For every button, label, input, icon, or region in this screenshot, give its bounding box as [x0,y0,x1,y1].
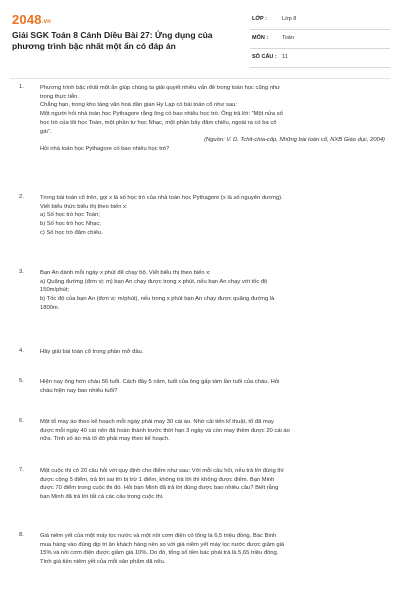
meta-value: Toán [282,35,294,41]
document-title: Giải SGK Toán 8 Cánh Diều Bài 27: Ứng dụng của phương trình bậc nhất một ẩn có đáp án [12,30,213,51]
question-line: cháu hiện nay bao nhiêu tuổi? [40,387,118,394]
question-line: Viết biểu thức biểu thị theo biến x: [40,203,128,210]
question-body [40,532,385,567]
question-body [40,194,385,238]
meta-value: Lớp 8 [282,16,297,22]
question-line: Chẳng hạn, trong kho tàng văn hoá dân gian Hy Lạp có bài toán cổ như sau: [40,102,237,109]
question-line: được cộng 5 điểm, trả lời sai thì bị trừ 1 điểm, không trả lời thì không được điểm. Bạn Minh [40,476,275,483]
logo-text: 2048 [12,12,42,27]
question-number: 4. [19,348,24,354]
logo-tld: .vn [41,19,52,25]
question-line: b) Tốc độ của bạn An (đơn vị: m/phút), nếu trong x phút bạn An chạy được quãng đường là [40,296,275,303]
question-number: 6. [19,418,24,424]
meta-row-grade [250,14,390,33]
question-line: Tính giá tiền niêm yết của mỗi sản phẩm đã nêu. [40,559,166,566]
question-line: Một cuộc thi có 20 câu hỏi với quy định cho điểm như sau: Với mỗi câu hỏi, nếu trả lời đúng thì [40,468,284,474]
meta-underline [250,48,390,49]
question-line: 15% và nồi cơm điện được giảm giá 10%. Do đó, tổng số tiền bác phải trả là 5,65 triệu đồng. [40,550,279,557]
question-line: Trong bài toán cổ trên, gọi x là số học trò của nhà toán học Pythagore (x là số nguyên dương). [40,195,283,201]
meta-value: 11 [282,54,288,60]
question-body [40,269,385,313]
question-line: Giá niêm yết của một máy lọc nước và một nồi cơm điện có tổng là 6,5 triệu đồng. Bác Bình [40,533,277,539]
question-line: mua hàng vào đúng dịp tri ân khách hàng nên so với giá niêm yết máy lọc nước được giảm giá [40,541,285,548]
question-body [40,418,385,444]
question-body [40,378,385,395]
question-line: Một người hỏi nhà toán học Pythagore rằng ông có bao nhiêu học trò. Ông trả lời: “Một nửa số [40,111,283,118]
question-line: bạn Minh đã trả lời tất cả các câu trong cuộc thi. [40,494,164,501]
meta-key: LỚP : [252,16,267,22]
document-header [0,0,400,80]
question-line: gái”. [40,128,52,135]
header-divider [10,78,390,79]
question-line: Phương trình bậc nhất một ẩn giúp chúng ta giải quyết nhiều vấn đề trong toán học cũng như [40,85,281,91]
question-number: 3. [19,269,24,275]
question-body [40,84,385,154]
meta-underline [250,67,390,68]
question-line: trong thực tiễn. [40,93,80,100]
question-line: a) Số học trò học Toán; [40,212,100,219]
question-line: Bạn An dành mỗi ngày x phút để chạy bộ. Viết biểu thị theo biến x: [40,270,211,276]
meta-key: SỐ CÂU : [252,54,277,60]
site-logo[interactable] [12,12,51,27]
question-line: 1800m. [40,304,60,311]
question-line: 150m/phút; [40,287,70,294]
question-line: Hãy giải bài toán cổ trong phần mở đầu. [40,349,144,355]
meta-row-count [250,52,390,71]
question-line: được mỗi ngày 40 cái nên đã hoàn thành trước thời hạn 3 ngày và còn may thêm được 20 cái áo [40,427,290,434]
question-source: (Nguồn: V. D. Tchit-chia-cốp, Những bài toán cổ, NXB Giáo dục, 2004) [204,137,385,144]
question-line: Hỏi nhà toán học Pythagore có bao nhiêu học trò? [40,145,170,152]
question-body [40,348,385,357]
question-body [40,467,385,502]
question-number: 1. [19,84,24,90]
question-line: Hiện nay ông hơn cháu 56 tuổi. Cách đây 5 năm, tuổi của ông gấp tám lần tuổi của cháu. Hỏi [40,379,280,385]
question-line: học trò của tôi học Toán, một phần tư học Nhạc, một phần bảy đăm chiêu, ngoài ra có ba cô [40,119,277,126]
question-number: 2. [19,194,24,200]
question-line: Một tổ may áo theo kế hoạch mỗi ngày phải may 30 cái áo. Nhờ cải tiến kĩ thuật, tổ đã may [40,419,274,425]
meta-key: MÔN : [252,35,269,41]
meta-underline [250,29,390,30]
question-line: được 70 điểm trong cuộc thi đó. Hỏi bạn Minh đã trả lời đúng được bao nhiêu câu? Biết rằng [40,485,279,492]
question-line: c) Số học trò đăm chiêu. [40,229,103,236]
question-number: 7. [19,467,24,473]
question-line: b) Số học trò học Nhạc; [40,221,101,228]
question-line: a) Quãng đường (đơn vị: m) bạn An chạy được trong x phút, nếu bạn An chạy với tốc độ [40,278,268,285]
document-meta [250,14,390,71]
question-number: 8. [19,532,24,538]
meta-row-subject [250,33,390,52]
question-line: nữa. Tính số áo mà tổ đó phải may theo kế hoạch. [40,436,170,443]
question-number: 5. [19,378,24,384]
